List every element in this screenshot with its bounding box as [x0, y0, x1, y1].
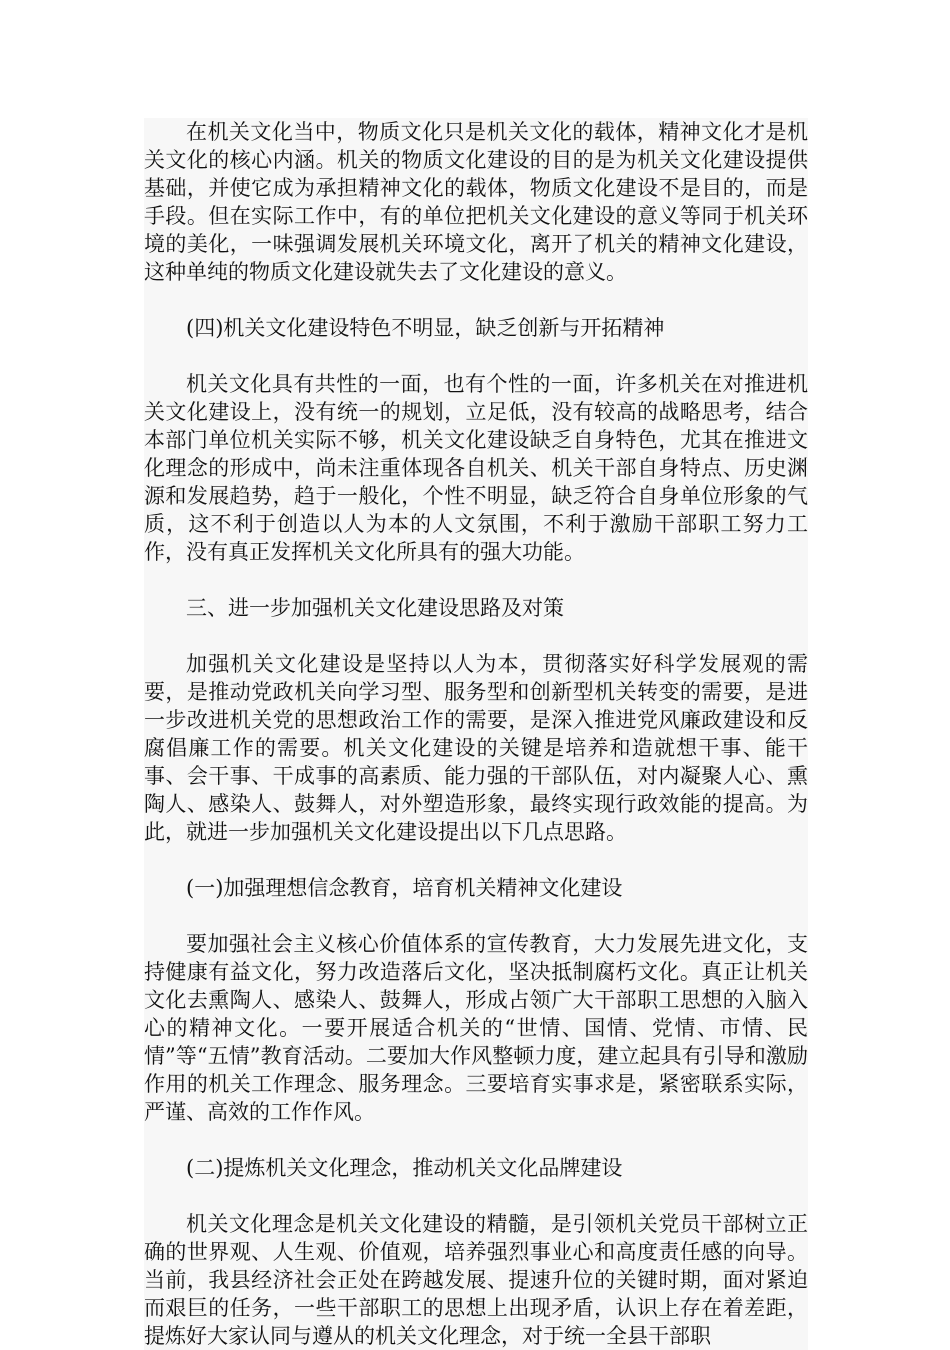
- paragraph-gap: [144, 1182, 808, 1210]
- paragraph-strengthen-culture: 加强机关文化建设是坚持以人为本，贯彻落实好科学发展观的需要，是推动党政机关向学习型、服务型和创新型机关转变的需要，是进一步改进机关党的思想政治工作的需要，是深入推进党风廉政建设和反腐倡廉工作的需要。机关文化建设的关键是培养和造就想干事、能干事、会干事、干成事的高素质、能力强的干部队伍，对内凝聚人心、熏陶人、感染人、鼓舞人，对外塑造形象，最终实现行政效能的提高。为此，就进一步加强机关文化建设提出以下几点思路。: [144, 652, 808, 844]
- paragraph-gap: [144, 622, 808, 650]
- paragraph-lack-of-features: 机关文化具有共性的一面，也有个性的一面，许多机关在对推进机关文化建设上，没有统一的规划，立足低，没有较高的战略思考，结合本部门单位机关实际不够，机关文化建设缺乏自身特色，尤其在推进文化理念的形成中，尚未注重体现各自机关、机关干部自身特点、历史渊源和发展趋势，趋于一般化，个性不明显，缺乏符合自身单位形象的气质，这不利于创造以人为本的人文氛围，不利于激励干部职工努力工作，没有真正发挥机关文化所具有的强大功能。: [144, 372, 808, 564]
- paragraph-gap: [144, 1126, 808, 1154]
- subsection-heading-1: (一)加强理想信念教育，培育机关精神文化建设: [186, 876, 623, 900]
- paragraph-gap: [144, 902, 808, 930]
- paragraph-gap: [144, 846, 808, 874]
- paragraph-gap: [144, 566, 808, 594]
- section-heading-3: 三、进一步加强机关文化建设思路及对策: [186, 596, 564, 620]
- paragraph-material-vs-spiritual-culture: 在机关文化当中，物质文化只是机关文化的载体，精神文化才是机关文化的核心内涵。机关的物质文化建设的目的是为机关文化建设提供基础，并使它成为承担精神文化的载体，物质文化建设不是目的，而是手段。但在实际工作中，有的单位把机关文化建设的意义等同于机关环境的美化，一味强调发展机关环境文化，离开了机关的精神文化建设，这种单纯的物质文化建设就失去了文化建设的意义。: [144, 120, 808, 284]
- section-heading-4: (四)机关文化建设特色不明显，缺乏创新与开拓精神: [186, 316, 665, 340]
- paragraph-ideals-education: 要加强社会主义核心价值体系的宣传教育，大力发展先进文化，支持健康有益文化，努力改造落后文化，坚决抵制腐朽文化。真正让机关文化去熏陶人、感染人、鼓舞人，形成占领广大干部职工思想的入脑入心的精神文化。一要开展适合机关的“世情、国情、党情、市情、民情”等“五情”教育活动。二要加大作风整顿力度，建立起具有引导和激励作用的机关工作理念、服务理念。三要培育实事求是，紧密联系实际，严谨、高效的工作作风。: [144, 932, 808, 1124]
- paragraph-culture-concept: 机关文化理念是机关文化建设的精髓，是引领机关党员干部树立正确的世界观、人生观、价值观，培养强烈事业心和高度责任感的向导。当前，我县经济社会正处在跨越发展、提速升位的关键时期，面对紧迫而艰巨的任务，一些干部职工的思想上出现矛盾，认识上存在着差距，提炼好大家认同与遵从的机关文化理念，对于统一全县干部职: [144, 1212, 808, 1348]
- paragraph-gap: [144, 342, 808, 370]
- subsection-heading-2: (二)提炼机关文化理念，推动机关文化品牌建设: [186, 1156, 623, 1180]
- paragraph-gap: [144, 286, 808, 314]
- document-body: [144, 118, 808, 1350]
